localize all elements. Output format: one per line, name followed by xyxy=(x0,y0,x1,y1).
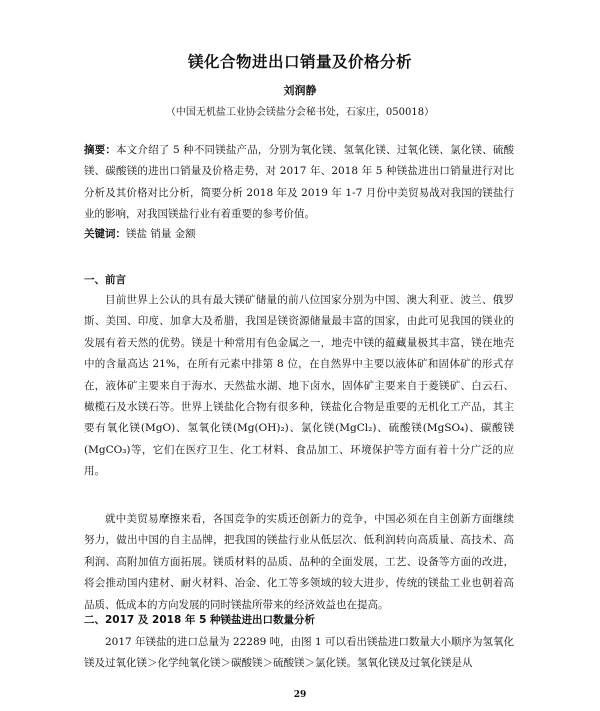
keywords-text: 镁盐 销量 金额 xyxy=(126,228,196,240)
abstract-label: 摘要： xyxy=(84,144,117,156)
page-number: 29 xyxy=(293,690,307,700)
abstract xyxy=(84,140,514,226)
keywords xyxy=(84,226,196,241)
paper-title: 镁化合物进出口销量及价格分析 xyxy=(187,53,412,71)
intro-paragraph-2: 就中美贸易摩擦来看，各国竞争的实质还创新力的竞争，中国必须在自主创新方面继续努力，做出中国的自主品牌，把我国的镁盐行业从低层次、低利润转向高质量、高技术、高利润、高附加值方面拓展。镁质材料的品质、品种的全面发展，工艺、设备等方面的改进，将会推动国内建材、耐火材料、冶金、化工等多领域的较大进步，传统的镁盐工业也朝着高品质、低成本的方向发展的同时镁盐所带来的经济效益也在提高。 xyxy=(84,513,514,611)
section-heading-intro: 一、前言 xyxy=(84,274,126,286)
keywords-label: 关键词： xyxy=(84,228,126,240)
intro-paragraph-1: 目前世界上公认的具有最大镁矿储量的前八位国家分别为中国、澳大利亚、波兰、俄罗斯、美国、印度、加拿大及希腊，我国是镁资源储量最丰富的国家，由此可见我国的镁业的发展有着天然的优势。镁是十种常用有色金属之一，地壳中镁的蕴藏量极其丰富，镁在地壳中的含量高达 21%，在所有元素中排第 8 位，在自然界中主要以液体矿和固体矿的形式存在，液体矿主要来自于海水、天然盐水湖、地下卤水，固体矿主要来自于菱镁矿、白云石、橄榄石及水镁石等。世界上镁盐化合物有很多种，镁盐化合物是重要的无机化工产品，其主要有氧化镁(MgO)、氢氧化镁(Mg(OH)₂)、氯化镁(MgCl₂)、硫酸镁(MgSO₄)、碳酸镁(MgCO₃)等，它们在医疗卫生、化工材料、食品加工、环境保护等方面有着十分广泛的应用。 xyxy=(84,294,514,478)
import-export-paragraph-1: 2017 年镁盐的进口总量为 22289 吨，由图 1 可以看出镁盐进口数量大小顺序为氢氧化镁及过氧化镁＞化学纯氧化镁＞碳酸镁＞硫酸镁＞氯化镁。氢氧化镁及过氧化镁是从 xyxy=(84,636,514,670)
author-name: 刘润静 xyxy=(283,84,317,97)
section-heading-import-export: 二、2017 及 2018 年 5 种镁盐进出口数量分析 xyxy=(84,614,316,626)
author-affiliation: （中国无机盐工业协会镁盐分会秘书处，石家庄，050018） xyxy=(165,107,435,118)
abstract-text: 本文介绍了 5 种不同镁盐产品，分别为氧化镁、氢氧化镁、过氧化镁、氯化镁、硫酸镁、碳酸镁的进出口销量及价格走势，对 2017 年、2018 年 5 种镁盐进出口销量进行对比分析及其价格对比分析，简要分析 2018 年及 2019 年 1-7 月份中美贸易战对我国的镁盐行业的影响，对我国镁盐行业有着重要的参考价值。 xyxy=(84,144,515,221)
